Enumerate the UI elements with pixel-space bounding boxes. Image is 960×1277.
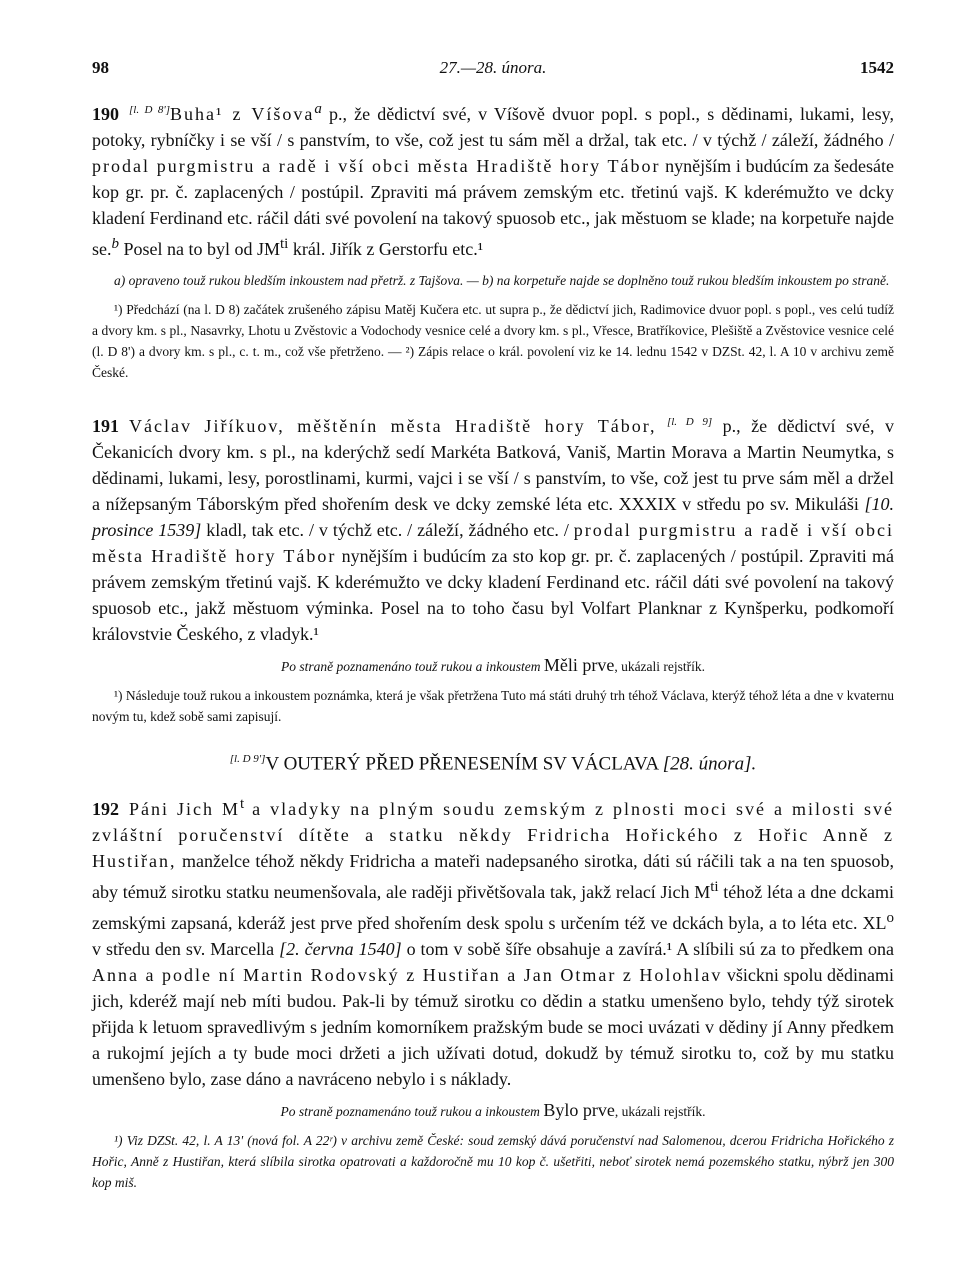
section-heading: [l. D 9']V OUTERÝ PŘED PŘENESENÍM SV VÁCLAVA [28. února]. — [229, 753, 757, 775]
entry-number: 190 — [92, 104, 119, 124]
entry-190: 190 [l. D 8']Buha¹ z Víšova$^a$ p., že dědictví své, v Víšově dvuor popl. s popl., s dědinami, lukami, lesy, potoky, rybníčky i se vší / s panstvím, to vše, což jest tu sám měl a držal, tak etc. / v týchž / záleží, žádného / prodal purgmistru a radě i vší obci města Hradiště hory Tábor nynějším i budúcím za šedesáte kop gr. pr. č. zaplacených / postúpil. Zpraviti má právem zemským etc. třetinú vajš. K kderémužto ve dcky kladení Ferdinand etc. ráčil dáti své povolení na takový spuosob etc., jak městuom se klade; na korpetuře najde se.$^b$ Posel na to byl od $JM^{ti}$ král. Jiřík z Gerstorfu etc.¹ — [92, 101, 894, 259]
running-year: 1542 — [860, 58, 894, 77]
entry-191: 191 Václav Jiříkuov, měštěnín města Hradiště hory Tábor, [l. D 9] p., že dědictví své, v Čekanicích dvory km. s pl., na kderýchž sedí Markéta Batková, Vaniš, Martin Morava a Martin Neumytka, s dědinami, lukami, lesy, porostlinami, kurmi, vajci i se vší / s panstvím, to vše, což jest tu prve sám měl a držel a nížepsaným Táborským před shořením desk ve dcky zemské léta etc. XXXIX v středu po sv. Mikuláši [10. prosince 1539] kladl, tak etc. / v týchž etc. / záleží, žádného etc. / prodal purgmistru a radě i vší obci města Hradiště hory Tábor nynějším i budúcím za sto kop gr. pr. č. zaplacených / postúpil. Zpraviti má právem zemským třetinú vajš. K kderémužto ve dcky kladení Ferdinand etc. ráčil dáti své povolení na takový spuosob etc., jakž městuom výminka. Posel na to toho času byl Volfart Planknar z Kynšperku, podkomoří královstvie Českého, z vladyk.¹ — [92, 416, 894, 644]
document-page — [92, 58, 894, 1193]
folio-mark: [l. D 8'] — [129, 104, 170, 116]
footnote-a: a) opraveno touž rukou bledším inkoustem nad přetrž. z Tajšova. — b) na korpetuře najde se doplněno touž rukou bledším inkoustem po straně. — [114, 273, 890, 288]
entry-192: 192 Páni Jich $M^t$ a vladyky na plným soudu zemským z plnosti moci své a milosti své zvláštní poručenství dítěte a statku někdy Fridricha Hořického z Hořic Anně z Hustiřan, manželce téhož někdy Fridricha a mateři nadepsaného sirotka, dáti sú ráčili tak a na ten spuosob, aby témuž sirotku statku neumenšovala, ale raději přivětšovala tak, jakž relací Jich $M^{ti}$ téhož léta a dne dckami zemskými zapsaná, kderáž jest prve před shořením desk spolu s určením též ve dckách byla, a to léta etc. $XL^o$ v středu den sv. Marcella [2. června 1540] o tom v sobě šíře obsahuje a zavírá.¹ A slíbili sú za to předkem ona Anna a podle ní Martin Rodovský z Hustiřan a Jan Otmar z Holohlav všickni spolu dědinami jich, kderéž mají neb míti budou. Pak-li by témuž sirotku co dědin a statku umenšeno bylo, tehdy týž sirotek přijda k letuom spravedlivým s jedním komorníkem pražským bude se moci uvázati v dědiny jí Anny předkem a rukojmí jejích a ty bude moci držeti a jich užívati dotud, dokudž by témuž sirotku to, což by mu statku umenšeno bylo, zase dáno a navráceno nebylo i s náklady. — [92, 796, 894, 1090]
page-number: 98 — [92, 58, 109, 77]
folio-mark: [l. D 9'] — [229, 753, 266, 765]
running-date: 27.—28. února. — [439, 58, 547, 77]
margin-note: Po straně poznamenáno touž rukou a inkoustem Měli prve, ukázali rejstřík. — [280, 655, 706, 675]
folio-mark: [l. D 9] — [666, 416, 713, 428]
footnote-1: ¹) Viz DZSt. 42, l. A 13' (nová fol. A 22ʳ) v archivu země České: soud zemský dává poručenství nad Salomenou, dcerou Fridricha Hořického z Hořic, Anně z Hustiřan, která slíbila sirotka opatrovati a každoročně mu 10 kop č. ušetřiti, neboť sirotek nemá pozemského statku, nýbrž jen 300 kop miš. — [92, 1133, 894, 1191]
entry-number: 191 — [92, 416, 119, 436]
running-head — [92, 58, 894, 88]
footnote-1: ¹) Následuje touž rukou a inkoustem poznámka, která je však přetržena Tuto má státi druhý trh téhož Václava, kterýž téhož léta a dne v kvaternu novým tu, kdež sobě sami zapisují. — [92, 688, 894, 724]
margin-note: Po straně poznamenáno touž rukou a inkoustem Bylo prve, ukázali rejstřík. — [280, 1100, 706, 1121]
entry-number: 192 — [92, 799, 119, 820]
footnote-1: ¹) Předchází (na l. D 8) začátek zrušeného zápisu Matěj Kučera etc. ut supra p., že dědictví jich, Radimovice dvuor popl. s popl., ves celú tudíž a dvory km. s pl., Nasavrky, Lhotu u Zvěstovic a Vodochody vesnice celé a dvory km. s pl., Vřesce, Bratříkovice, Plešiště a Zvěstovice vesnice celé (l. D 8') a dvory km. s pl., c. t. m., což vše přetrženo. — ²) Zápis relace o král. povolení viz ke 14. lednu 1542 v DZSt. 42, l. A 10 v archivu země České. — [92, 302, 894, 380]
